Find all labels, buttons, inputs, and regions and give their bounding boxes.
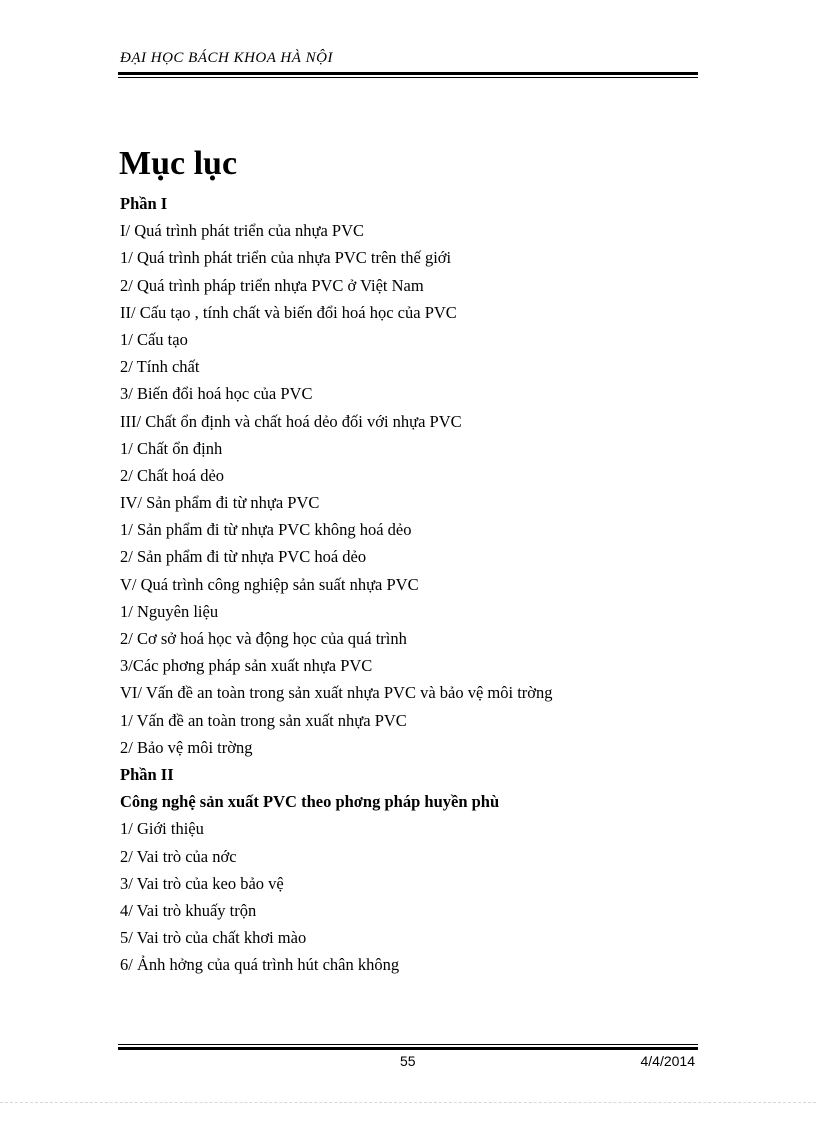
toc-entry: 4/ Vai trò khuấy trộn: [120, 900, 257, 920]
toc-list: [120, 190, 700, 978]
toc-entry: 2/ Sản phẩm đi từ nhựa PVC hoá dẻo: [120, 547, 367, 567]
toc-entry: V/ Quá trình công nghiệp sản suất nhựa PVC: [120, 574, 419, 594]
toc-entry: 2/ Vai trò của nớc: [120, 846, 237, 866]
toc-entry: 1/ Chất ổn định: [120, 438, 223, 458]
toc-entry: 1/ Quá trình phát triển của nhựa PVC trên thế giới: [120, 248, 452, 268]
footer-rule-thin: [118, 1044, 698, 1045]
header-title: ĐẠI HỌC BÁCH KHOA HÀ NỘI: [120, 50, 333, 66]
toc-section-heading: Phần II: [120, 764, 174, 784]
toc-entry: I/ Quá trình phát triển của nhựa PVC: [120, 221, 365, 241]
toc-section-heading: Công nghệ sản xuất PVC theo phơng pháp huyền phù: [120, 792, 500, 812]
toc-entry: 1/ Vấn đề an toàn trong sản xuất nhựa PVC: [120, 710, 407, 730]
toc-title: Mục lục: [119, 145, 238, 182]
toc-entry: II/ Cấu tạo , tính chất và biến đổi hoá học của PVC: [120, 302, 457, 322]
toc-entry: 2/ Tính chất: [120, 357, 200, 377]
header-rule-thin: [118, 77, 698, 78]
toc-entry: 1/ Sản phẩm đi từ nhựa PVC không hoá dẻo: [120, 520, 412, 540]
toc-entry: 5/ Vai trò của chất khơi mào: [120, 928, 307, 948]
toc-entry: 1/ Giới thiệu: [120, 819, 204, 839]
toc-entry: 1/ Cấu tạo: [120, 329, 188, 349]
toc-entry: VI/ Vấn đề an toàn trong sản xuất nhựa PVC và bảo vệ môi trờng: [120, 683, 553, 703]
toc-entry: 2/ Bảo vệ môi trờng: [120, 737, 253, 757]
toc-entry: 3/ Vai trò của keo bảo vệ: [120, 873, 284, 893]
page-edge-divider: [0, 1102, 816, 1103]
toc-entry: 2/ Quá trình pháp triển nhựa PVC ở Việt Nam: [120, 275, 424, 295]
footer-rule-thick: [118, 1047, 698, 1050]
toc-entry: 3/Các phơng pháp sản xuất nhựa PVC: [120, 656, 373, 676]
footer-date: 4/4/2014: [640, 1053, 695, 1069]
toc-entry: 3/ Biến đổi hoá học của PVC: [120, 384, 313, 404]
header-rule-thick: [118, 72, 698, 75]
toc-entry: IV/ Sản phẩm đi từ nhựa PVC: [120, 493, 320, 513]
toc-entry: III/ Chất ổn định và chất hoá dẻo đối với nhựa PVC: [120, 411, 462, 431]
toc-entry: 6/ Ảnh hởng của quá trình hút chân không: [120, 955, 400, 975]
toc-entry: 2/ Cơ sở hoá học và động học của quá trình: [120, 629, 407, 648]
toc-entry: 2/ Chất hoá dẻo: [120, 465, 225, 485]
toc-section-heading: Phần I: [120, 194, 168, 213]
toc-entry: 1/ Nguyên liệu: [120, 601, 219, 621]
page-number: 55: [400, 1053, 416, 1069]
